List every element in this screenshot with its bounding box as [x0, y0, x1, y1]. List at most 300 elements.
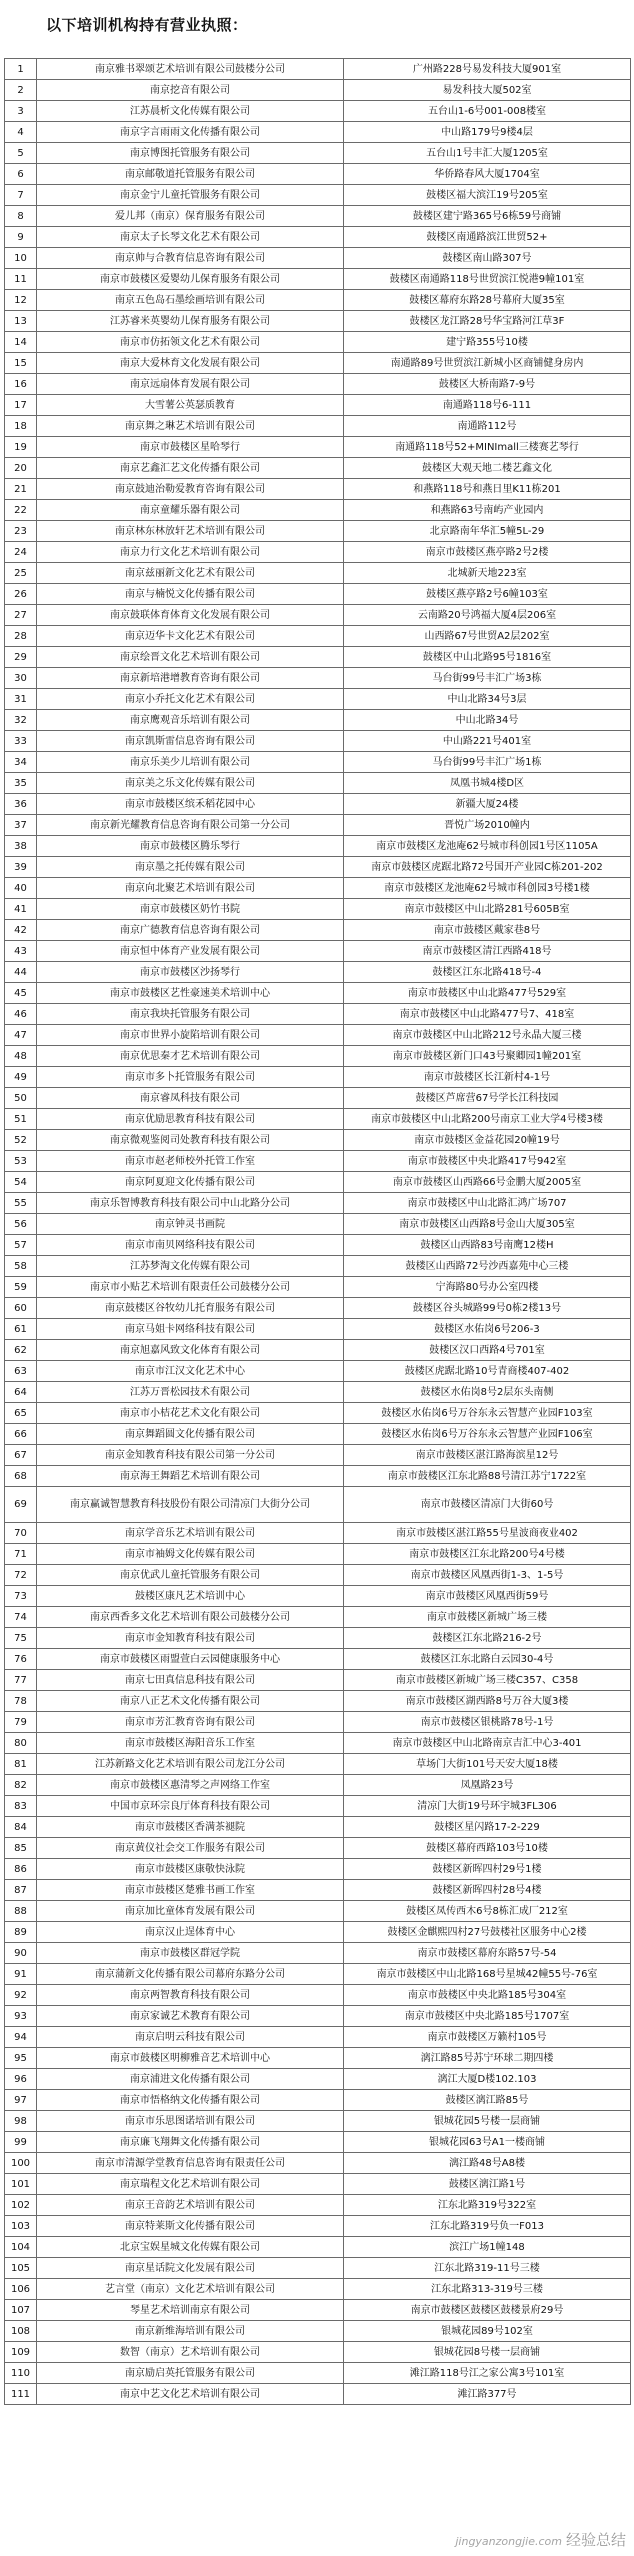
organization-address: 鼓楼区虎踞北路10号青商楼407-402	[344, 1361, 631, 1382]
table-row	[5, 962, 631, 983]
organization-address: 南京市鼓楼区中山北路200号南京工业大学4号楼3楼	[344, 1109, 631, 1130]
row-number: 72	[5, 1565, 37, 1586]
row-number: 83	[5, 1796, 37, 1817]
organization-name: 南京汉止逞体育中心	[37, 1922, 344, 1943]
organization-name: 北京宝娱星城文化传媒有限公司	[37, 2237, 344, 2258]
organization-name: 南京市鼓楼区楚雅书画工作室	[37, 1880, 344, 1901]
row-number: 67	[5, 1445, 37, 1466]
table-row	[5, 1214, 631, 1235]
row-number: 63	[5, 1361, 37, 1382]
organization-address: 鼓楼区南山路307号	[344, 248, 631, 269]
table-row	[5, 1277, 631, 1298]
organization-name: 南京我块托管服务有限公司	[37, 1004, 344, 1025]
organization-name: 南京雅书翠颂艺术培训有限公司鼓楼分公司	[37, 59, 344, 80]
organization-address: 山西路67号世贸A2层202室	[344, 626, 631, 647]
row-number: 69	[5, 1487, 37, 1523]
organization-address: 南京市鼓楼区鼓楼区鼓楼景府29号	[344, 2300, 631, 2321]
row-number: 70	[5, 1523, 37, 1544]
organization-name: 南京恒中体育产业发展有限公司	[37, 941, 344, 962]
row-number: 71	[5, 1544, 37, 1565]
row-number: 77	[5, 1670, 37, 1691]
table-row	[5, 542, 631, 563]
organization-name: 南京市金知教育科技有限公司	[37, 1628, 344, 1649]
organization-address: 鼓楼区中山北路95号1816室	[344, 647, 631, 668]
table-row	[5, 647, 631, 668]
organization-address: 鼓楼区金麒熙四村27号鼓楼社区服务中心2楼	[344, 1922, 631, 1943]
row-number: 12	[5, 290, 37, 311]
organization-address: 中山北路34号3层	[344, 689, 631, 710]
organization-name: 南京市小贴艺术培训有限责任公司鼓楼分公司	[37, 1277, 344, 1298]
organization-name: 数智（南京）艺术培训有限公司	[37, 2342, 344, 2363]
row-number: 17	[5, 395, 37, 416]
organization-name: 南京市鼓楼区群冠学院	[37, 1943, 344, 1964]
organization-address: 和燕路63号南屿产业园内	[344, 500, 631, 521]
row-number: 22	[5, 500, 37, 521]
organization-name: 南京市鼓楼区海阳音乐工作室	[37, 1733, 344, 1754]
table-row	[5, 1487, 631, 1523]
organization-address: 南通路118号6-111	[344, 395, 631, 416]
row-number: 110	[5, 2363, 37, 2384]
organization-address: 南京市鼓楼区戴家巷8号	[344, 920, 631, 941]
organization-address: 鼓楼区大观天地二楼艺鑫文化	[344, 458, 631, 479]
organization-name: 南京浦进文化传播有限公司	[37, 2069, 344, 2090]
table-row	[5, 1712, 631, 1733]
row-number: 56	[5, 1214, 37, 1235]
table-row	[5, 1298, 631, 1319]
organization-address: 中山北路34号	[344, 710, 631, 731]
row-number: 80	[5, 1733, 37, 1754]
row-number: 60	[5, 1298, 37, 1319]
row-number: 33	[5, 731, 37, 752]
row-number: 49	[5, 1067, 37, 1088]
organization-name: 南京特莱斯文化传播有限公司	[37, 2216, 344, 2237]
organization-name: 南京蒲新文化传播有限公司幕府东路分公司	[37, 1964, 344, 1985]
organization-name: 南京金宁儿童托管服务有限公司	[37, 185, 344, 206]
organization-name: 大雪薯公英瑟质教育	[37, 395, 344, 416]
row-number: 27	[5, 605, 37, 626]
organization-address: 银城花园5号楼一层商铺	[344, 2111, 631, 2132]
organization-address: 南京市鼓楼区中山北路汇鸿广场707	[344, 1193, 631, 1214]
organization-name: 南京新维海培训有限公司	[37, 2321, 344, 2342]
table-row	[5, 2027, 631, 2048]
organization-name: 南京邮敬道托管服务有限公司	[37, 164, 344, 185]
row-number: 73	[5, 1586, 37, 1607]
table-row	[5, 689, 631, 710]
organization-address: 南京市鼓楼区中山北路168号星城42幢55号-76室	[344, 1964, 631, 1985]
table-row	[5, 920, 631, 941]
table-row	[5, 1319, 631, 1340]
organization-address: 南京市鼓楼区中央北路185号304室	[344, 1985, 631, 2006]
table-row	[5, 1046, 631, 1067]
table-row	[5, 1838, 631, 1859]
organization-address: 南京市鼓楼区银桃路78号-1号	[344, 1712, 631, 1733]
watermark	[455, 2529, 626, 2550]
organization-name: 南京舞蹈圆文化传播有限公司	[37, 1424, 344, 1445]
organization-name: 南京优励思教育科技有限公司	[37, 1109, 344, 1130]
organization-name: 南京艺鑫汇艺文化传播有限公司	[37, 458, 344, 479]
row-number: 9	[5, 227, 37, 248]
row-number: 107	[5, 2300, 37, 2321]
table-row	[5, 185, 631, 206]
organization-name: 南京励启英托管服务有限公司	[37, 2363, 344, 2384]
row-number: 74	[5, 1607, 37, 1628]
table-row	[5, 563, 631, 584]
table-row	[5, 626, 631, 647]
row-number: 2	[5, 80, 37, 101]
table-row	[5, 311, 631, 332]
table-row	[5, 857, 631, 878]
organization-name: 江苏新路文化艺术培训有限公司龙江分公司	[37, 1754, 344, 1775]
table-row	[5, 1361, 631, 1382]
table-row	[5, 1403, 631, 1424]
organization-name: 南京廉飞翔舞文化传播有限公司	[37, 2132, 344, 2153]
row-number: 10	[5, 248, 37, 269]
table-row	[5, 2279, 631, 2300]
organization-address: 五台山1号丰汇大厦1205室	[344, 143, 631, 164]
organization-name: 琴星艺术培训南京有限公司	[37, 2300, 344, 2321]
row-number: 88	[5, 1901, 37, 1922]
organization-name: 南京赢诚智慧教育科技股份有限公司清凉门大街分公司	[37, 1487, 344, 1523]
row-number: 39	[5, 857, 37, 878]
table-row	[5, 899, 631, 920]
table-row	[5, 2258, 631, 2279]
organization-name: 南京市芳汇教育咨询有限公司	[37, 1712, 344, 1733]
organization-name: 南京睿凤科技有限公司	[37, 1088, 344, 1109]
row-number: 3	[5, 101, 37, 122]
organization-address: 广州路228号易发科技大厦901室	[344, 59, 631, 80]
row-number: 92	[5, 1985, 37, 2006]
table-row	[5, 1964, 631, 1985]
organization-address: 云南路20号鸿福大厦4层206室	[344, 605, 631, 626]
row-number: 100	[5, 2153, 37, 2174]
organization-name: 南京启明云科技有限公司	[37, 2027, 344, 2048]
organization-address: 南京市鼓楼区湛江路海滨星12号	[344, 1445, 631, 1466]
organization-address: 南京市鼓楼区山西路66号金鹏大厦2005室	[344, 1172, 631, 1193]
organization-name: 爱儿邦（南京）保育服务有限公司	[37, 206, 344, 227]
row-number: 104	[5, 2237, 37, 2258]
organization-address: 南京市鼓楼区新城广场三楼	[344, 1607, 631, 1628]
row-number: 90	[5, 1943, 37, 1964]
row-number: 65	[5, 1403, 37, 1424]
organization-address: 漓江大厦D楼102.103	[344, 2069, 631, 2090]
row-number: 58	[5, 1256, 37, 1277]
table-row	[5, 1754, 631, 1775]
organization-name: 南京广德教育信息咨询有限公司	[37, 920, 344, 941]
table-row	[5, 2069, 631, 2090]
organization-address: 南京市鼓楼区中山北路281号605B室	[344, 899, 631, 920]
table-row	[5, 731, 631, 752]
organization-address: 漓江路48号A8楼	[344, 2153, 631, 2174]
organization-address: 宁海路80号办公室四楼	[344, 1277, 631, 1298]
row-number: 111	[5, 2384, 37, 2405]
row-number: 99	[5, 2132, 37, 2153]
organization-address: 鼓楼区江东北路418号-4	[344, 962, 631, 983]
row-number: 50	[5, 1088, 37, 1109]
organization-address: 鼓楼区幕府西路103号10楼	[344, 1838, 631, 1859]
organization-name: 南京市鼓楼区沙扬琴行	[37, 962, 344, 983]
organization-address: 银城花园8号楼一层商铺	[344, 2342, 631, 2363]
table-row	[5, 1922, 631, 1943]
table-row	[5, 500, 631, 521]
organization-address: 南京市鼓楼区新门口43号聚卿园1幢201室	[344, 1046, 631, 1067]
row-number: 48	[5, 1046, 37, 1067]
row-number: 51	[5, 1109, 37, 1130]
table-row	[5, 248, 631, 269]
row-number: 79	[5, 1712, 37, 1733]
table-row	[5, 2363, 631, 2384]
organization-name: 南京与楠悦文化传播有限公司	[37, 584, 344, 605]
row-number: 103	[5, 2216, 37, 2237]
row-number: 82	[5, 1775, 37, 1796]
watermark-brand: 经验总结	[565, 2531, 626, 2549]
row-number: 96	[5, 2069, 37, 2090]
organization-address: 南京市鼓楼区龙池庵62号城市科创园3号楼1楼	[344, 878, 631, 899]
organization-address: 鼓楼区山西路83号南鹰12楼H	[344, 1235, 631, 1256]
table-row	[5, 1193, 631, 1214]
license-table	[4, 58, 631, 2405]
organization-name: 南京兹丽新文化艺术有限公司	[37, 563, 344, 584]
table-row	[5, 2216, 631, 2237]
organization-name: 南京瑞程文化艺术培训有限公司	[37, 2174, 344, 2195]
table-row	[5, 584, 631, 605]
table-row	[5, 80, 631, 101]
organization-name: 南京旭嘉风致文化体育有限公司	[37, 1340, 344, 1361]
organization-name: 南京大爱林育文化发展有限公司	[37, 353, 344, 374]
table-row	[5, 143, 631, 164]
organization-address: 和燕路118号和燕日里K11栋201	[344, 479, 631, 500]
table-row	[5, 983, 631, 1004]
organization-address: 南京市鼓楼区中山北路南京吉汇中心3-401	[344, 1733, 631, 1754]
table-row	[5, 1004, 631, 1025]
organization-name: 南京市仿拓领文化艺术有限公司	[37, 332, 344, 353]
table-row	[5, 1586, 631, 1607]
organization-address: 鼓楼区建宁路365号6栋59号商铺	[344, 206, 631, 227]
table-row	[5, 1880, 631, 1901]
table-row	[5, 2090, 631, 2111]
organization-name: 南京童耀乐器有限公司	[37, 500, 344, 521]
organization-name: 南京西香多文化艺术培训有限公司鼓楼分公司	[37, 1607, 344, 1628]
organization-address: 建宁路355号10楼	[344, 332, 631, 353]
table-row	[5, 668, 631, 689]
table-row	[5, 164, 631, 185]
organization-name: 南京五色岛石墨绘画培训有限公司	[37, 290, 344, 311]
organization-address: 鼓楼区福大滨江19号205室	[344, 185, 631, 206]
organization-name: 南京市鼓楼区爱婴幼儿保育服务有限公司	[37, 269, 344, 290]
table-row	[5, 2006, 631, 2027]
row-number: 6	[5, 164, 37, 185]
organization-address: 鼓楼区新晖四村28号4楼	[344, 1880, 631, 1901]
organization-name: 南京市鼓楼区香满茶褪院	[37, 1817, 344, 1838]
organization-name: 江苏睿米英婴幼儿保育服务有限公司	[37, 311, 344, 332]
table-row	[5, 1523, 631, 1544]
organization-address: 鼓楼区芦席营67号学长江科技园	[344, 1088, 631, 1109]
table-row	[5, 1817, 631, 1838]
organization-name: 南京力行文化艺术培训有限公司	[37, 542, 344, 563]
organization-name: 南京市鼓楼区雨盟萱白云园健康服务中心	[37, 1649, 344, 1670]
table-row	[5, 1649, 631, 1670]
table-row	[5, 794, 631, 815]
row-number: 81	[5, 1754, 37, 1775]
organization-address: 南京市鼓楼区燕亭路2号2楼	[344, 542, 631, 563]
organization-name: 鼓楼区康凡艺术培训中心	[37, 1586, 344, 1607]
organization-name: 南京凯斯雷信息咨询有限公司	[37, 731, 344, 752]
table-row	[5, 710, 631, 731]
table-row	[5, 1256, 631, 1277]
organization-name: 南京迈华卡文化艺术有限公司	[37, 626, 344, 647]
row-number: 13	[5, 311, 37, 332]
organization-name: 南京市世界小旋陷培训有限公司	[37, 1025, 344, 1046]
organization-address: 鼓楼区漓江路1号	[344, 2174, 631, 2195]
organization-address: 南京市鼓楼区幕府东路57号-54	[344, 1943, 631, 1964]
organization-name: 南京市清源学堂教育信息咨询有限责任公司	[37, 2153, 344, 2174]
row-number: 52	[5, 1130, 37, 1151]
row-number: 46	[5, 1004, 37, 1025]
organization-address: 马台街99号丰汇广场1栋	[344, 752, 631, 773]
table-row	[5, 1901, 631, 1922]
organization-name: 南京太子长琴文化艺术有限公司	[37, 227, 344, 248]
row-number: 32	[5, 710, 37, 731]
organization-address: 中山路221号401室	[344, 731, 631, 752]
organization-name: 南京阿夏迎文化传播有限公司	[37, 1172, 344, 1193]
row-number: 93	[5, 2006, 37, 2027]
table-row	[5, 1628, 631, 1649]
row-number: 84	[5, 1817, 37, 1838]
row-number: 86	[5, 1859, 37, 1880]
organization-name: 南京市鼓楼区惠清琴之声网络工作室	[37, 1775, 344, 1796]
organization-address: 滨江广场1幢148	[344, 2237, 631, 2258]
organization-address: 银城花园63号A1一楼商铺	[344, 2132, 631, 2153]
row-number: 53	[5, 1151, 37, 1172]
table-row	[5, 1382, 631, 1403]
row-number: 85	[5, 1838, 37, 1859]
organization-address: 鼓楼区燕亭路2号6幢103室	[344, 584, 631, 605]
table-row	[5, 1466, 631, 1487]
organization-address: 南京市鼓楼区中山北路477号7、418室	[344, 1004, 631, 1025]
organization-address: 南京市鼓楼区中山北路477号529室	[344, 983, 631, 1004]
organization-address: 马台街99号丰汇广场3栋	[344, 668, 631, 689]
organization-name: 南京优武儿童托管服务有限公司	[37, 1565, 344, 1586]
row-number: 21	[5, 479, 37, 500]
organization-name: 南京加比童体育发展有限公司	[37, 1901, 344, 1922]
table-row	[5, 437, 631, 458]
row-number: 102	[5, 2195, 37, 2216]
row-number: 24	[5, 542, 37, 563]
organization-name: 南京鼓联体育体育文化发展有限公司	[37, 605, 344, 626]
organization-address: 鼓楼区水佑岗8号2层东头南侧	[344, 1382, 631, 1403]
organization-address: 南京市鼓楼区虎踞北路72号国开产业园C栋201-202	[344, 857, 631, 878]
table-row	[5, 1088, 631, 1109]
row-number: 98	[5, 2111, 37, 2132]
row-number: 14	[5, 332, 37, 353]
organization-name: 南京墨之托传媒有限公司	[37, 857, 344, 878]
table-row	[5, 2048, 631, 2069]
organization-name: 南京挖音有限公司	[37, 80, 344, 101]
table-row	[5, 1943, 631, 1964]
organization-address: 南京市鼓楼区中央北路185号1707室	[344, 2006, 631, 2027]
organization-name: 南京远扇体育发展有限公司	[37, 374, 344, 395]
row-number: 38	[5, 836, 37, 857]
organization-address: 华侨路春风大厦1704室	[344, 164, 631, 185]
table-row	[5, 2174, 631, 2195]
table-row	[5, 1544, 631, 1565]
table-row	[5, 290, 631, 311]
table-row	[5, 1445, 631, 1466]
table-row	[5, 1565, 631, 1586]
organization-name: 南京向北聚艺术培训有限公司	[37, 878, 344, 899]
organization-address: 南京市鼓楼区中央北路417号942室	[344, 1151, 631, 1172]
table-row	[5, 521, 631, 542]
organization-name: 南京帅与合教育信息咨询有限公司	[37, 248, 344, 269]
row-number: 20	[5, 458, 37, 479]
organization-name: 南京乐智博教育科技有限公司中山北路分公司	[37, 1193, 344, 1214]
row-number: 42	[5, 920, 37, 941]
table-row	[5, 605, 631, 626]
organization-name: 南京乐美少儿培训有限公司	[37, 752, 344, 773]
organization-name: 南京市悟格纳文化传播有限公司	[37, 2090, 344, 2111]
organization-name: 南京马姐卡网络科技有限公司	[37, 1319, 344, 1340]
organization-name: 南京王音韵艺术培训有限公司	[37, 2195, 344, 2216]
organization-address: 鼓楼区水佑岗6号万谷东永云智慧产业园F106室	[344, 1424, 631, 1445]
organization-address: 南京市鼓楼区龙池庵62号城市科创园1号区1105A	[344, 836, 631, 857]
table-row	[5, 1172, 631, 1193]
table-row	[5, 2111, 631, 2132]
organization-address: 江东北路319号322室	[344, 2195, 631, 2216]
organization-name: 南京优思秦才艺术培训有限公司	[37, 1046, 344, 1067]
row-number: 57	[5, 1235, 37, 1256]
row-number: 62	[5, 1340, 37, 1361]
organization-address: 鼓楼区幕府东路28号幕府大厦35室	[344, 290, 631, 311]
table-row	[5, 2321, 631, 2342]
organization-address: 鼓楼区水佑岗6号206-3	[344, 1319, 631, 1340]
table-row	[5, 1067, 631, 1088]
organization-address: 中山路179号9楼4层	[344, 122, 631, 143]
table-row	[5, 1109, 631, 1130]
watermark-site: jingyanzongjie.com	[455, 2535, 562, 2548]
organization-address: 鼓楼区南通路滨江世贸52+	[344, 227, 631, 248]
table-row	[5, 941, 631, 962]
table-row	[5, 815, 631, 836]
organization-name: 南京小乔托文化艺术有限公司	[37, 689, 344, 710]
organization-name: 南京新培港增教育咨询有限公司	[37, 668, 344, 689]
table-row	[5, 2300, 631, 2321]
organization-address: 江东北路319号负一F013	[344, 2216, 631, 2237]
organization-address: 北城新天地223室	[344, 563, 631, 584]
organization-address: 南通路118号52+MINImall三楼赛艺琴行	[344, 437, 631, 458]
organization-name: 南京海王舞蹈艺术培训有限公司	[37, 1466, 344, 1487]
organization-name: 南京鼓楼区谷牧幼儿托育服务有限公司	[37, 1298, 344, 1319]
row-number: 7	[5, 185, 37, 206]
row-number: 19	[5, 437, 37, 458]
organization-address: 鼓楼区星闪路17-2-229	[344, 1817, 631, 1838]
row-number: 8	[5, 206, 37, 227]
organization-name: 南京市江汉文化艺术中心	[37, 1361, 344, 1382]
organization-name: 南京鼓迪治勒爱教育咨询有限公司	[37, 479, 344, 500]
organization-address: 漓江路85号苏宁环球二期四楼	[344, 2048, 631, 2069]
table-row	[5, 1796, 631, 1817]
row-number: 36	[5, 794, 37, 815]
organization-address: 草场门大街101号天安大厦18楼	[344, 1754, 631, 1775]
organization-address: 南通路89号世贸滨江新城小区商铺健身房内	[344, 353, 631, 374]
organization-name: 南京舞之琳艺术培训有限公司	[37, 416, 344, 437]
organization-address: 凤凰路23号	[344, 1775, 631, 1796]
table-row	[5, 1985, 631, 2006]
organization-name: 南京市赵老师校外托管工作室	[37, 1151, 344, 1172]
table-row	[5, 1340, 631, 1361]
table-row	[5, 1424, 631, 1445]
organization-address: 鼓楼区江东北路白云园30-4号	[344, 1649, 631, 1670]
table-row	[5, 1025, 631, 1046]
table-row	[5, 353, 631, 374]
